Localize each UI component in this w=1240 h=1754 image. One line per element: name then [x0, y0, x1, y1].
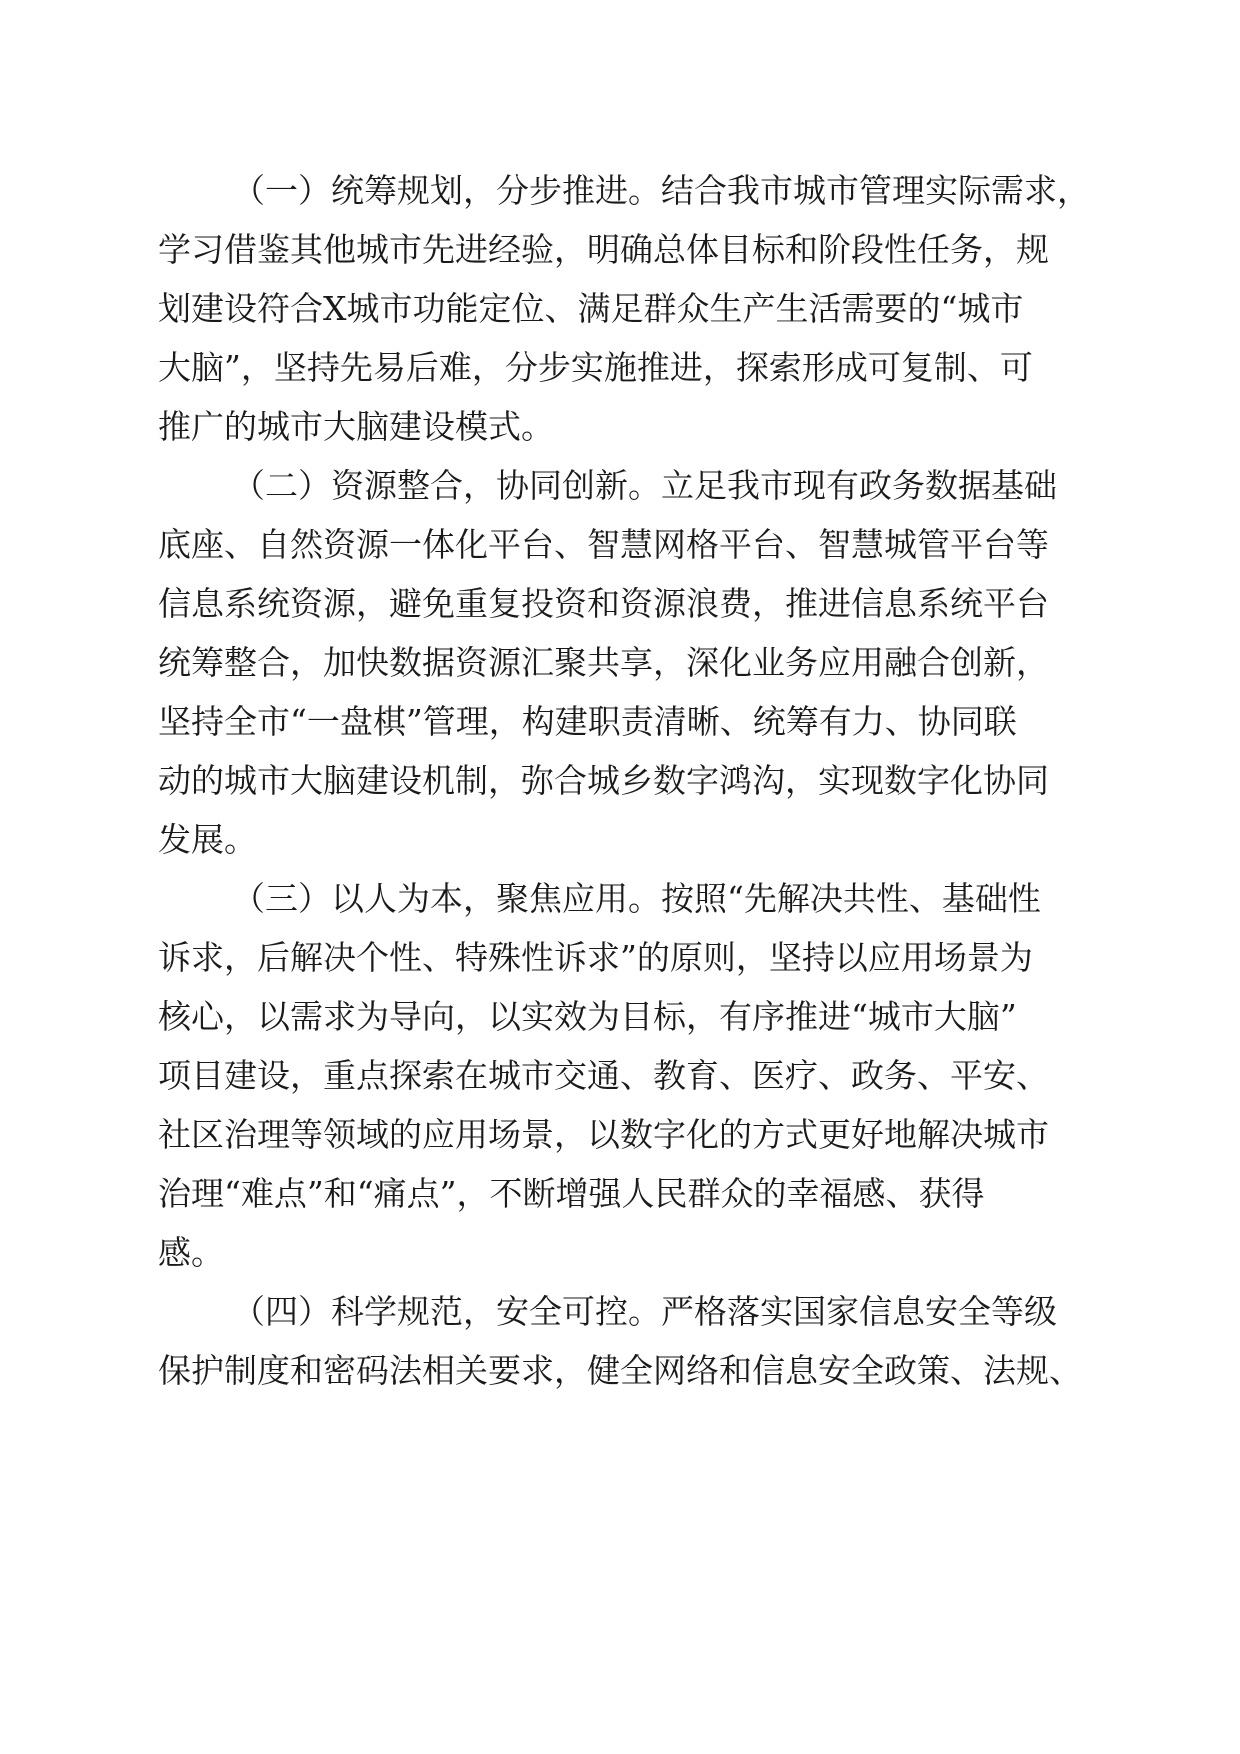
paragraph-line: 诉求，后解决个性、特殊性诉求”的原则，坚持以应用场景为 [158, 938, 1033, 977]
paragraph-line: 大脑”，坚持先易后难，分步实施推进，探索形成可复制、可 [158, 348, 1033, 387]
paragraph-line: 核心，以需求为导向，以实效为目标，有序推进“城市大脑” [158, 997, 1017, 1036]
paragraph-line: 社区治理等领域的应用场景，以数字化的方式更好地解决城市 [158, 1115, 1049, 1154]
paragraph-line: （二）资源整合，协同创新。立足我市现有政务数据基础 [232, 466, 1057, 505]
paragraph-line: 推广的城市大脑建设模式。 [158, 407, 554, 446]
paragraph-line: 发展。 [158, 820, 257, 859]
paragraph-line: 治理“难点”和“痛点”，不断增强人民群众的幸福感、获得 [158, 1174, 985, 1213]
paragraph-line: 保护制度和密码法相关要求，健全网络和信息安全政策、法规、 [158, 1351, 1082, 1390]
paragraph-line: （三）以人为本，聚焦应用。按照“先解决共性、基础性 [232, 879, 1041, 918]
paragraph-line: 学习借鉴其他城市先进经验，明确总体目标和阶段性任务，规 [158, 230, 1049, 269]
paragraph-line: 划建设符合X城市功能定位、满足群众生产生活需要的“城市 [158, 289, 1024, 328]
paragraph-line: 统筹整合，加快数据资源汇聚共享，深化业务应用融合创新， [158, 643, 1049, 682]
paragraph-line: （四）科学规范，安全可控。严格落实国家信息安全等级 [232, 1292, 1057, 1331]
paragraph-line: 信息系统资源，避免重复投资和资源浪费，推进信息系统平台 [158, 584, 1049, 623]
paragraph-line: 感。 [158, 1233, 224, 1272]
paragraph-line: 坚持全市“一盘棋”管理，构建职责清晰、统筹有力、协同联 [158, 702, 1017, 741]
paragraph-line: 底座、自然资源一体化平台、智慧网格平台、智慧城管平台等 [158, 525, 1049, 564]
paragraph-line: 项目建设，重点探索在城市交通、教育、医疗、政务、平安、 [158, 1056, 1049, 1095]
paragraph-line: （一）统筹规划，分步推进。结合我市城市管理实际需求， [232, 171, 1090, 210]
paragraph-line: 动的城市大脑建设机制，弥合城乡数字鸿沟，实现数字化协同 [158, 761, 1049, 800]
